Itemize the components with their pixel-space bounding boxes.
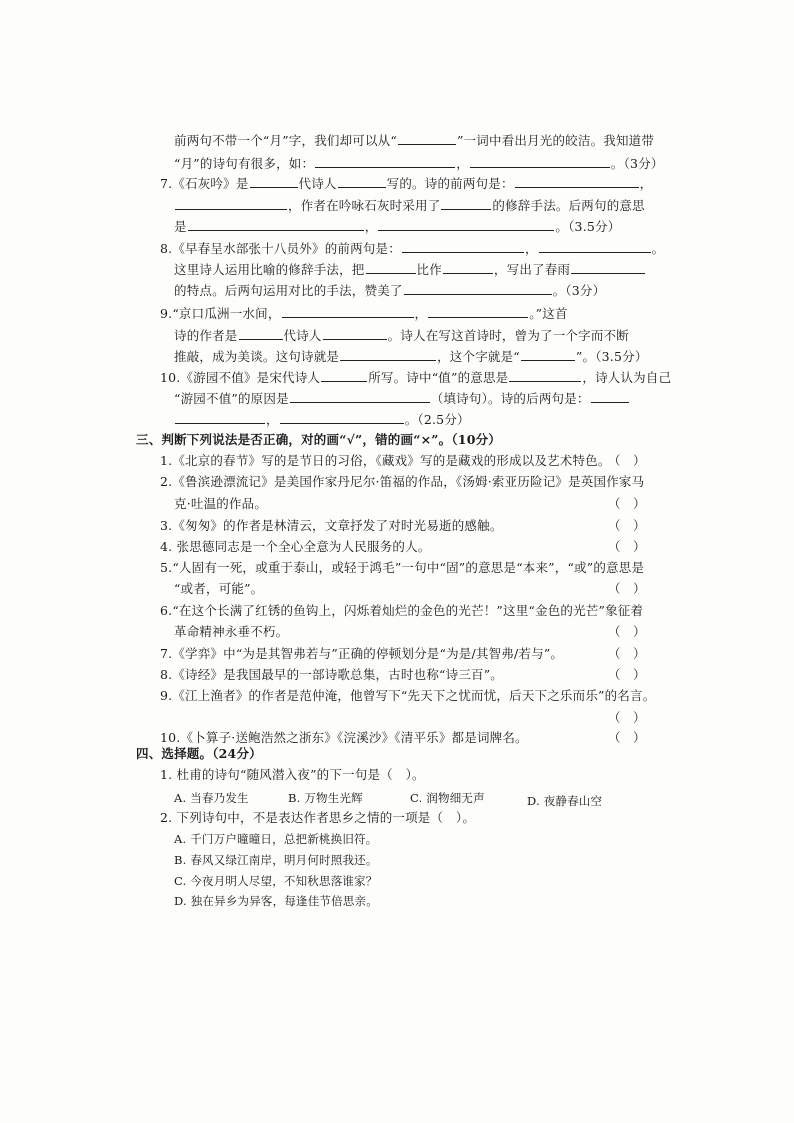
q10-text: ， [266,412,279,427]
q8-text: 的特点。后两句运用对比的手法，赞美了 [174,283,403,298]
q9-text: 。诗人在写这首诗时，曾为了一个字而不断 [387,328,629,343]
judge-answer-box[interactable]: （ ） [608,496,646,511]
q8-line-1 [160,240,664,257]
q6-text: ”一词中看出月光的皎洁。我知道带 [456,133,655,148]
answer-blank[interactable] [175,197,287,210]
judge-item-6: 6.“在这个长满了红锈的鱼钩上，闪烁着灿烂的金色的光芒！”这里“金色的光芒”象征着 [160,603,644,618]
q10-text: （填诗句）。诗的后两句是： [430,391,590,406]
answer-blank[interactable] [340,348,436,361]
judge-answer-box[interactable]: （ ） [608,453,646,468]
choice-q2-option-c[interactable]: C. 今夜月明人尽望，不知秋思落谁家？ [174,874,378,888]
judge-item-2: 2.《鲁滨逊漂流记》是美国作家丹尼尔·笛福的作品，《汤姆·索亚历险记》是英国作家马 [160,474,645,489]
q9-text: 代诗人 [283,328,322,343]
answer-blank[interactable] [404,282,552,295]
answer-blank[interactable] [338,175,386,188]
q9-line-3 [174,348,648,365]
q7-text: 是 [174,219,187,234]
q8-text: 8.《早春呈水部张十八员外》的前两句是： [160,241,401,256]
q9-text: ，这个字就是“ [437,349,520,364]
judge-answer-box[interactable]: （ ） [608,667,646,682]
q8-text: 比作 [416,262,442,277]
q10-text: 。（2.5分） [404,412,470,427]
answer-blank[interactable] [402,240,524,253]
q9-text: 诗的作者是 [174,328,238,343]
section-3-title: 三、判断下列说法是否正确，对的画“√”，错的画“×”。（10分） [136,432,501,447]
q7-line-1 [160,175,652,192]
q6-text: 前两句不带一个“月”字，我们却可以从“ [174,133,397,148]
judge-item-5: 5.“人固有一死，或重于泰山，或轻于鸿毛”一句中“固”的意思是“本来”，“或”的意思是 [160,560,645,575]
q7-text: ， [364,219,378,234]
q9-text: ”。（3.5分） [575,349,648,364]
q10-text: “游园不值”的原因是 [174,391,289,406]
answer-blank[interactable] [378,218,554,231]
choice-q1-option-c[interactable]: C. 润物细无声 [410,791,485,805]
answer-blank[interactable] [571,261,645,274]
judge-item-2-cont: 克·吐温的作品。 [174,496,268,511]
q8-line-3 [174,282,605,299]
answer-blank[interactable] [515,175,639,188]
q7-line-2 [174,197,645,214]
q6-text: ， [456,156,469,171]
answer-blank[interactable] [398,132,456,145]
q8-line-2 [174,261,646,278]
q10-text: ，诗人认为自己 [582,370,672,385]
judge-item-7: 7.《学弈》中“为是其智弗若与”正确的停顿划分是“为是/其智弗/若与”。 [160,646,564,661]
choice-q1-stem: 1. 杜甫的诗句“随风潜入夜”的下一句是（ ）。 [160,767,425,782]
judge-item-4: 4. 张思德同志是一个全心全意为人民服务的人。 [160,539,431,554]
answer-blank[interactable] [239,327,283,340]
answer-blank[interactable] [470,155,610,168]
q9-text: ， [414,306,428,321]
q8-text: ， [524,241,538,256]
judge-item-9: 9.《江上渔者》的作者是范仲淹，他曾写下“先天下之忧而忧，后天下之乐而乐”的名言。 [160,688,656,703]
judge-item-1: 1.《北京的春节》写的是节日的习俗，《藏戏》写的是藏戏的形成以及艺术特色。 [160,453,611,468]
answer-blank[interactable] [443,261,493,274]
answer-blank[interactable] [188,218,364,231]
answer-blank[interactable] [521,348,575,361]
q8-text: 这里诗人运用比喻的修辞手法，把 [174,262,365,277]
answer-blank[interactable] [321,369,367,382]
answer-blank[interactable] [428,305,528,318]
answer-blank[interactable] [250,175,298,188]
q7-text: 7.《石灰吟》是 [160,176,249,191]
choice-q2-stem: 2. 下列诗句中，不是表达作者思乡之情的一项是（ ）。 [160,810,476,825]
answer-blank[interactable] [315,155,455,168]
judge-item-3: 3.《匆匆》的作者是林清云，文章抒发了对时光易逝的感触。 [160,518,503,533]
q9-line-2 [174,327,629,344]
q8-text: ，写出了春雨 [493,262,571,277]
answer-blank[interactable] [591,390,629,403]
q6-text: “月”的诗句有很多，如： [174,156,315,171]
q7-text: 代诗人 [298,176,337,191]
q10-line-3 [174,411,470,428]
q10-line-1 [160,369,671,386]
q7-text: 写的。诗的前两句是： [386,176,514,191]
q7-line-3 [174,218,620,235]
choice-q2-option-b[interactable]: B. 春风又绿江南岸，明月何时照我还。 [174,853,378,867]
answer-blank[interactable] [509,369,581,382]
q6-text: 。（3分） [610,156,664,171]
q7-text: 。（3.5分） [555,219,621,234]
q9-text: 9.“京口瓜洲一水间， [160,306,281,321]
q10-text: 所写。诗中“值”的意思是 [368,370,509,385]
choice-q2-option-d[interactable]: D. 独在异乡为异客，每逢佳节倍思亲。 [174,894,378,908]
q9-text: 。”这首 [529,306,568,321]
answer-blank[interactable] [280,411,404,424]
judge-item-5-cont: “或者，可能”。 [174,581,264,596]
answer-blank[interactable] [290,390,430,403]
choice-q1-option-d[interactable]: D. 夜静春山空 [527,794,603,808]
answer-blank[interactable] [366,261,416,274]
section-4-title: 四、选择题。（24分） [136,746,262,761]
q6-line-2 [174,155,664,172]
judge-answer-box[interactable]: （ ） [608,646,646,661]
q8-text: 。 [651,241,665,256]
answer-blank[interactable] [323,327,387,340]
judge-answer-box[interactable]: （ ） [608,539,646,554]
answer-blank[interactable] [539,240,651,253]
judge-item-10: 10.《卜算子·送鲍浩然之浙东》《浣溪沙》《清平乐》都是词牌名。 [160,730,528,745]
q7-text: ，作者在吟咏石灰时采用了 [288,198,441,213]
choice-q1-option-a[interactable]: A. 当春乃发生 [174,791,249,805]
judge-item-6-cont: 革命精神永垂不朽。 [174,624,289,639]
answer-blank[interactable] [441,197,491,210]
answer-blank[interactable] [175,411,265,424]
judge-answer-box[interactable]: （ ） [608,624,646,639]
q10-text: 10.《游园不值》是宋代诗人 [160,370,321,385]
judge-answer-box[interactable]: （ ） [608,581,646,596]
answer-blank[interactable] [282,305,414,318]
q9-text: 推敲，成为美谈。这句诗就是 [174,349,340,364]
choice-q2-option-a[interactable]: A. 千门万户曈曈日，总把新桃换旧符。 [174,832,378,846]
q6-line-1 [174,132,654,149]
q7-text: 的修辞手法。后两句的意思 [492,198,645,213]
judge-answer-box[interactable]: （ ） [608,730,646,745]
q7-text: ， [639,176,653,191]
judge-answer-box[interactable]: （ ） [608,710,646,725]
q10-line-2 [174,390,630,407]
judge-item-8: 8.《诗经》是我国最早的一部诗歌总集，古时也称“诗三百”。 [160,667,504,682]
judge-answer-box[interactable]: （ ） [608,518,646,533]
q8-text: 。（3分） [552,283,606,298]
choice-q1-option-b[interactable]: B. 万物生光辉 [288,791,363,805]
q9-line-1 [160,305,568,322]
